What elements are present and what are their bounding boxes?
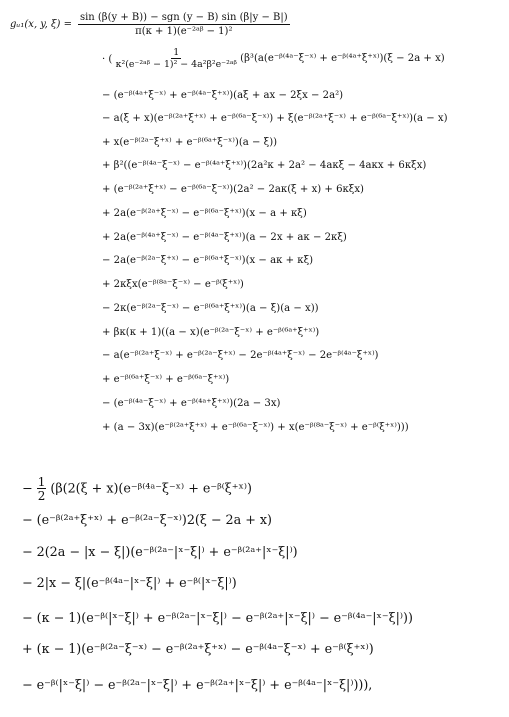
equation-line: − a(e⁻ᵝ⁽²ᵃ⁺ξ⁻ˣ⁾ + e⁻ᵝ⁽²ᵃ⁻ξ⁺ˣ⁾ − 2e⁻ᵝ⁽⁴ᵃ⁺ξ⁻ˣ⁾ − 2e⁻ᵝ⁽⁴ᵃ⁻ξ⁺ˣ⁾)	[102, 350, 379, 361]
equation-line: − 2(2a − |x − ξ|)(e⁻ᵝ⁽²ᵃ⁻|ˣ⁻ξ|⁾ + e⁻ᵝ⁽²ᵃ⁺|ˣ⁻ξ|⁾)	[22, 544, 298, 559]
equation-line: − (e⁻ᵝ⁽²ᵃ⁺ξ⁺ˣ⁾ + e⁻ᵝ⁽²ᵃ⁻ξ⁻ˣ⁾)2(ξ − 2a + x)	[22, 512, 272, 527]
equation-line: + 2a(e⁻ᵝ⁽²ᵃ⁺ξ⁻ˣ⁾ − e⁻ᵝ⁽⁶ᵃ⁻ξ⁺ˣ⁾)(x − a + κξ)	[102, 208, 307, 219]
equation-line: + x(e⁻ᵝ⁽²ᵃ⁻ξ⁺ˣ⁾ + e⁻ᵝ⁽⁶ᵃ⁺ξ⁻ˣ⁾)(a − ξ))	[102, 137, 278, 148]
block1-lead-line	[102, 48, 445, 70]
equation-header	[10, 12, 290, 37]
equation-line: − (e⁻ᵝ⁽⁴ᵃ⁺ξ⁻ˣ⁾ + e⁻ᵝ⁽⁴ᵃ⁻ξ⁺ˣ⁾)(aξ + ax − 2ξx − 2a²)	[102, 90, 344, 101]
equation-line: + (e⁻ᵝ⁽²ᵃ⁺ξ⁺ˣ⁾ − e⁻ᵝ⁽⁶ᵃ⁻ξ⁻ˣ⁾)(2a² − 2aκ(ξ + x) + 6κξx)	[102, 184, 364, 195]
half-fraction	[37, 476, 47, 502]
block1-lead-tail: (β³(a(e⁻ᵝ⁽⁴ᵃ⁻ξ⁻ˣ⁾ + e⁻ᵝ⁽⁴ᵃ⁺ξ⁺ˣ⁾)(ξ − 2a + x)	[240, 52, 445, 64]
equation-line: + 2κξx(e⁻ᵝ⁽⁸ᵃ⁻ξ⁻ˣ⁾ − e⁻ᵝ⁽ξ⁺ˣ⁾)	[102, 279, 244, 290]
block1-lead-prefix: · (	[102, 53, 113, 65]
prefactor-denominator: π(κ + 1)(e⁻²ᵃᵝ − 1)²	[135, 26, 233, 37]
equation-line: + βκ(κ + 1)((a − x)(e⁻ᵝ⁽²ᵃ⁻ξ⁻ˣ⁾ + e⁻ᵝ⁽⁶ᵃ⁺ξ⁺ˣ⁾)	[102, 327, 320, 338]
equation-line: − 2a(e⁻ᵝ⁽²ᵃ⁻ξ⁺ˣ⁾ − e⁻ᵝ⁽⁶ᵃ⁺ξ⁻ˣ⁾)(x − aκ + κξ)	[102, 255, 314, 266]
equation-line: − (κ − 1)(e⁻ᵝ⁽|ˣ⁻ξ|⁾ + e⁻ᵝ⁽²ᵃ⁻|ˣ⁻ξ|⁾ − e⁻ᵝ⁽²ᵃ⁺|ˣ⁻ξ|⁾ − e⁻ᵝ⁽⁴ᵃ⁻|ˣ⁻ξ|⁾))	[22, 610, 413, 625]
half-denominator: 2	[37, 489, 46, 503]
block2-first-line	[22, 476, 252, 502]
equation-lhs: gᵤ₁(x, y, ξ) =	[10, 19, 72, 30]
prefactor-fraction	[78, 12, 290, 37]
equation-line: − e⁻ᵝ⁽|ˣ⁻ξ|⁾ − e⁻ᵝ⁽²ᵃ⁻|ˣ⁻ξ|⁾ + e⁻ᵝ⁽²ᵃ⁺|ˣ⁻ξ|⁾ + e⁻ᵝ⁽⁴ᵃ⁻|ˣ⁻ξ|⁾))),	[22, 677, 373, 692]
equation-line: + (κ − 1)(e⁻ᵝ⁽²ᵃ⁻ξ⁻ˣ⁾ − e⁻ᵝ⁽²ᵃ⁺ξ⁺ˣ⁾ − e⁻ᵝ⁽⁴ᵃ⁻ξ⁻ˣ⁾ + e⁻ᵝ⁽ξ⁺ˣ⁾)	[22, 641, 374, 656]
block2-first-prefix: −	[22, 480, 33, 496]
equation-line: − 2κ(e⁻ᵝ⁽²ᵃ⁻ξ⁻ˣ⁾ − e⁻ᵝ⁽⁶ᵃ⁺ξ⁺ˣ⁾)(a − ξ)(a − x))	[102, 303, 319, 314]
block1-lead-fraction	[116, 48, 237, 70]
equation-line: − a(ξ + x)(e⁻ᵝ⁽²ᵃ⁺ξ⁺ˣ⁾ + e⁻ᵝ⁽⁶ᵃ⁻ξ⁻ˣ⁾) + ξ(e⁻ᵝ⁽²ᵃ⁺ξ⁻ˣ⁾ + e⁻ᵝ⁽⁶ᵃ⁻ξ⁺ˣ⁾)(a − x)	[102, 113, 448, 124]
prefactor-numerator: sin (β(y + B)) − sgn (y − B) sin (β|y − B|)	[79, 12, 288, 23]
block2-first-tail: (β(2(ξ + x)(e⁻ᵝ⁽⁴ᵃ⁻ξ⁻ˣ⁾ + e⁻ᵝ⁽ξ⁺ˣ⁾)	[50, 480, 252, 496]
equation-line: − 2|x − ξ|(e⁻ᵝ⁽⁴ᵃ⁻|ˣ⁻ξ|⁾ + e⁻ᵝ⁽|ˣ⁻ξ|⁾)	[22, 575, 237, 590]
equation-line: + (a − 3x)(e⁻ᵝ⁽²ᵃ⁺ξ⁺ˣ⁾ + e⁻ᵝ⁽⁶ᵃ⁻ξ⁻ˣ⁾) + x(e⁻ᵝ⁽⁸ᵃ⁻ξ⁻ˣ⁾ + e⁻ᵝ⁽ξ⁺ˣ⁾)))	[102, 422, 409, 433]
block1-lead-numerator: 1	[173, 47, 180, 58]
equation-line: + β²((e⁻ᵝ⁽⁴ᵃ⁻ξ⁻ˣ⁾ − e⁻ᵝ⁽⁴ᵃ⁺ξ⁺ˣ⁾)(2a²κ + 2a² − 4aκξ − 4aκx + 6κξx)	[102, 160, 427, 171]
equation-line: − (e⁻ᵝ⁽⁴ᵃ⁻ξ⁻ˣ⁾ + e⁻ᵝ⁽⁴ᵃ⁺ξ⁺ˣ⁾)(2a − 3x)	[102, 398, 281, 409]
equation-line: + 2a(e⁻ᵝ⁽⁴ᵃ⁺ξ⁻ˣ⁾ − e⁻ᵝ⁽⁴ᵃ⁻ξ⁺ˣ⁾)(a − 2x + aκ − 2κξ)	[102, 232, 347, 243]
half-numerator: 1	[37, 475, 46, 489]
block1-lead-denominator: κ²(e⁻²ᵃᵝ − 1)² − 4a²β²e⁻²ᵃᵝ	[115, 59, 237, 71]
equation-line: + e⁻ᵝ⁽⁶ᵃ⁺ξ⁻ˣ⁾ + e⁻ᵝ⁽⁶ᵃ⁻ξ⁺ˣ⁾)	[102, 374, 230, 385]
